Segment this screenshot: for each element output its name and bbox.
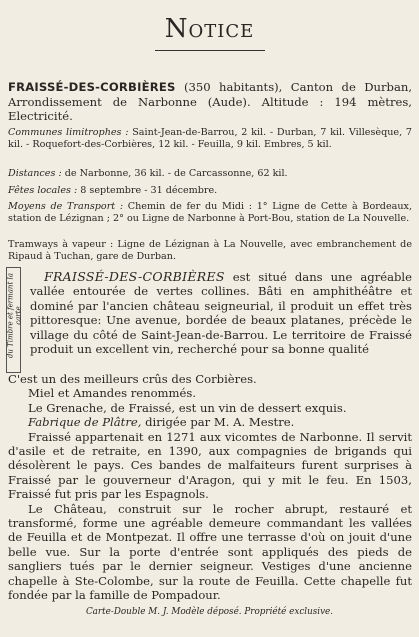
distances-label: Distances :	[8, 168, 62, 179]
communes-paragraph	[8, 127, 412, 152]
distances-paragraph	[8, 168, 412, 180]
footer-note: Carte-Double M. J. Modèle déposé. Propriété exclusive.	[85, 607, 334, 617]
title-underline	[155, 50, 265, 51]
platre-text: dirigée par M. A. Mestre.	[145, 415, 295, 430]
transport-label: Moyens de Transport :	[8, 201, 124, 212]
body-text	[8, 372, 412, 603]
header-paragraph	[8, 80, 412, 124]
communes-label: Communes limitrophes :	[8, 127, 129, 138]
header-details: (350 habitants), Canton de Durban, Arrondissement de Narbonne (Aude). Altitude : 194 mètres, Electricité.	[8, 80, 413, 123]
fetes-text: 8 septembre - 31 décembre.	[80, 185, 218, 196]
stamp-text: du Timbre et fermant la carte	[6, 273, 22, 359]
fetes-paragraph	[8, 185, 412, 197]
tramways-text: Tramways à vapeur : Ligne de Lézignan à La Nouvelle, avec embranchement de Ripaud à Tuchan, gare de Durban.	[8, 239, 412, 263]
honey-paragraph: Miel et Amandes renommés.	[28, 386, 197, 401]
lead-tail: C'est un des meilleurs crûs des Corbières.	[8, 372, 257, 386]
communes-text: Saint-Jean-de-Barrou, 2 kil. - Durban, 7 kil. Villesèque, 7 kil. - Roquefort-des-Corbières, 12 kil. - Feuilla, 9 kil. Embres, 5 kil.	[8, 127, 412, 151]
chateau-paragraph: Le Château, construit sur le rocher abrupt, restauré et transformé, forme une agréable demeure commandant les vallées de Feuilla et de Montpezat. Il offre une terrasse d'où on jouit d'une belle vue. Sur la porte d'entrée sont appliqués des pieds de sangliers tués par le dernier seigneur. Vestiges d'une ancienne chapelle à Ste-Colombe, sur la route de Feuilla. Cette chapelle fut fondée par la famille de Pompadour.	[8, 501, 412, 603]
platre-label: Fabrique de Plâtre,	[28, 415, 142, 430]
lead-paragraph	[30, 270, 412, 356]
distances-text: de Narbonne, 36 kil. - de Carcassonne, 62 kil.	[64, 168, 288, 179]
page-title: Notice	[164, 14, 255, 44]
transport-paragraph	[8, 201, 412, 226]
lead-text: est situé dans une agréable vallée entourée de vertes collines. Bâti en amphithéâtre et dominé par l'ancien château seigneurial, il produit un effet très pittoresque: Une avenue, bordée de beaux platanes, précède le village du côté de Saint-Jean-de-Barrou. Le territoire de Fraissé produit un excellent vin, recherché pour sa bonne qualité	[30, 270, 413, 357]
fetes-label: Fêtes locales :	[8, 185, 78, 196]
history-paragraph: Fraissé appartenait en 1271 aux vicomtes de Narbonne. Il servit d'asile et de retraite, en 1390, aux compagnies de brigands qui désolèrent le pays. Ces bandes de malfaiteurs furent surprises à Fraissé par le gouverneur d'Aragon, qui y mit le feu. En 1503, Fraissé fut pris par les Espagnols.	[8, 429, 412, 502]
tramways-paragraph	[8, 239, 412, 264]
transport-text: Chemin de fer du Midi : 1° Ligne de Cette à Bordeaux, station de Lézignan ; 2° ou Ligne de Narbonne à Port-Bou, station de La Nouvelle.	[8, 201, 412, 225]
platre-paragraph	[8, 415, 412, 429]
grenache-paragraph: Le Grenache, de Fraissé, est un vin de dessert exquis.	[28, 400, 347, 415]
stamp-box	[6, 267, 21, 373]
lead-title: FRAISSÉ-DES-CORBIÈRES	[44, 269, 225, 284]
place-name: FRAISSÉ-DES-CORBIÈRES	[8, 80, 176, 94]
